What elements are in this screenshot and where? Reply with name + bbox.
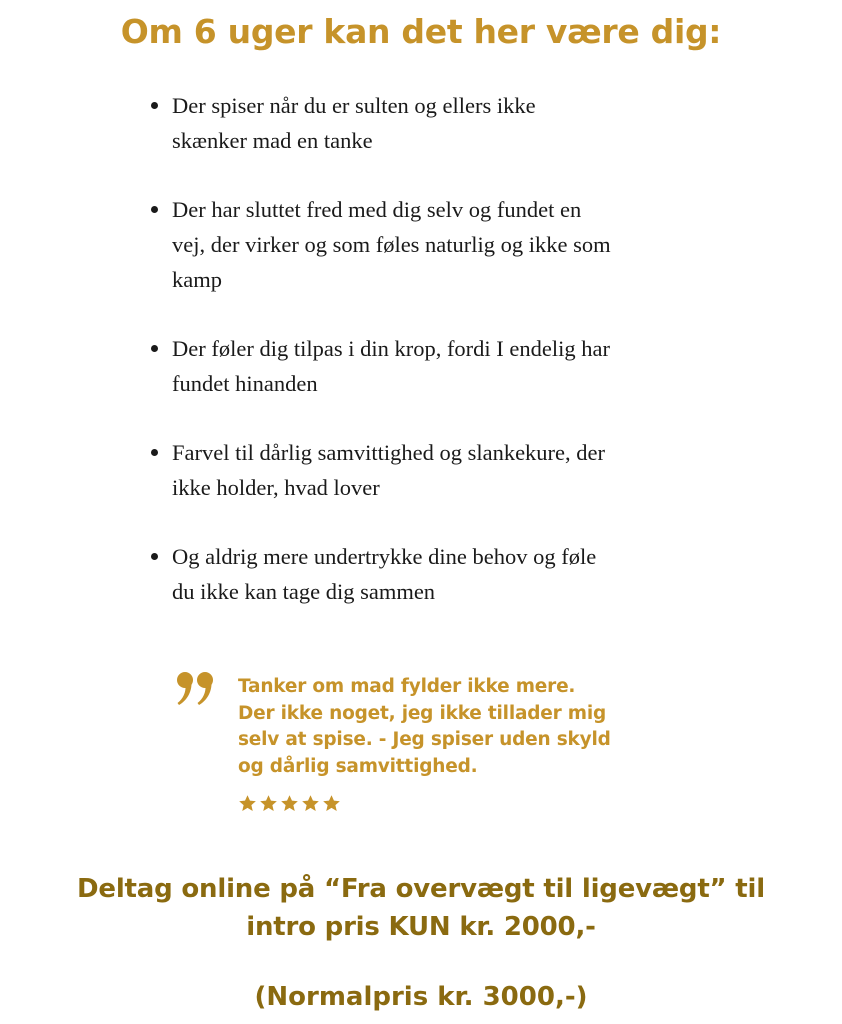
benefit-line: Der spiser når du er sulten og ellers ikke — [172, 93, 536, 118]
benefits-list — [150, 88, 710, 643]
star-icon — [259, 794, 278, 813]
testimonial-line: og dårlig samvittighed. — [238, 755, 478, 777]
benefit-line: Farvel til dårlig samvittighed og slankekure, der — [172, 440, 606, 465]
benefit-line: skænker mad en tanke — [172, 128, 373, 153]
cta-line: Deltag online på “Fra overvægt til ligevægt” til — [77, 874, 765, 904]
benefit-line: kamp — [172, 267, 222, 292]
testimonial-line: Tanker om mad fylder ikke mere. — [238, 676, 576, 697]
normal-price: (Normalpris kr. 3000,-) — [254, 982, 588, 1012]
benefit-item — [150, 192, 710, 297]
benefit-line: vej, der virker og som føles naturlig og ikke som — [172, 232, 611, 257]
benefit-line: Og aldrig mere undertrykke dine behov og føle — [172, 544, 597, 569]
bullet-icon — [151, 345, 158, 352]
star-icon — [322, 794, 341, 813]
cta-text — [0, 870, 842, 946]
cta-line: intro pris KUN kr. 2000,- — [246, 912, 596, 942]
benefit-item — [150, 88, 710, 158]
benefit-item — [150, 435, 710, 505]
testimonial-quote — [238, 674, 678, 780]
bullet-icon — [151, 449, 158, 456]
benefit-item — [150, 539, 710, 609]
benefit-line: Der har sluttet fred med dig selv og fundet en — [172, 197, 582, 222]
bullet-icon — [151, 102, 158, 109]
page-headline: Om 6 uger kan det her være dig: — [120, 12, 722, 51]
star-icon — [301, 794, 320, 813]
star-rating — [238, 794, 341, 816]
bullet-icon — [151, 206, 158, 213]
star-icon — [280, 794, 299, 813]
benefit-line: ikke holder, hvad lover — [172, 475, 380, 500]
testimonial-line: Der ikke noget, jeg ikke tillader mig — [238, 702, 607, 724]
benefit-line: du ikke kan tage dig sammen — [172, 579, 436, 604]
benefit-line: Der føler dig tilpas i din krop, fordi I endelig har — [172, 336, 611, 361]
star-icon — [238, 794, 257, 813]
benefit-line: fundet hinanden — [172, 371, 318, 396]
benefit-item — [150, 331, 710, 401]
quote-icon — [176, 671, 216, 707]
testimonial-line: selv at spise. - Jeg spiser uden skyld — [238, 729, 611, 750]
bullet-icon — [151, 553, 158, 560]
